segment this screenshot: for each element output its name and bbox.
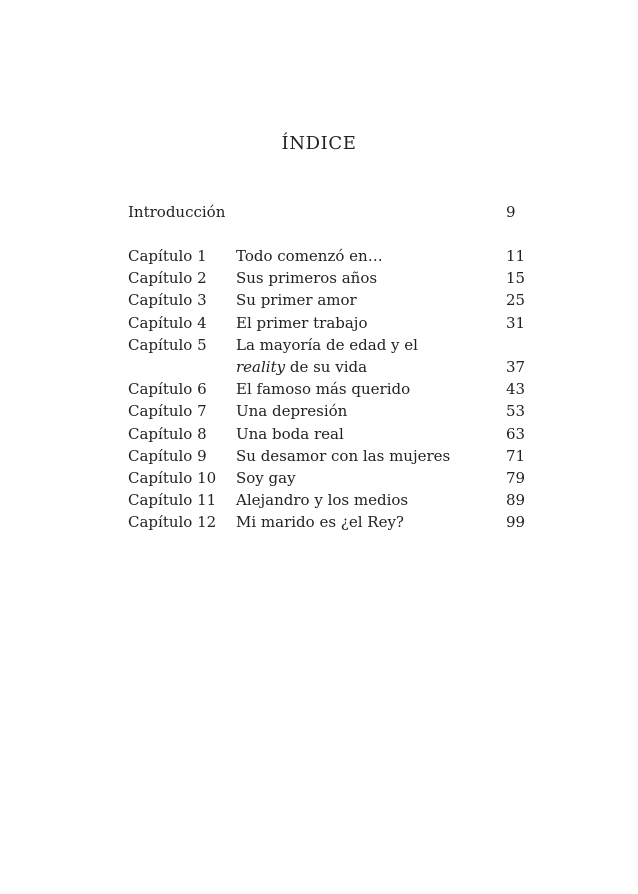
chapter-title: Su primer amor [236, 291, 357, 310]
toc-row [128, 445, 526, 467]
toc-row [128, 489, 526, 511]
chapter-page: 37 [506, 357, 526, 376]
chapter-page: 99 [506, 513, 526, 532]
toc-row [128, 467, 526, 489]
toc-row [128, 378, 526, 400]
toc-row [128, 312, 526, 334]
chapter-page: 15 [506, 269, 526, 288]
chapter-number: Capítulo 11 [128, 491, 217, 510]
page-title: ÍNDICE [281, 133, 357, 154]
chapter-page: 11 [506, 247, 526, 265]
introduction-page: 9 [506, 203, 516, 221]
chapter-title: Soy gay [236, 468, 296, 487]
chapter-number: Capítulo 7 [128, 402, 207, 421]
chapter-number: Capítulo 10 [128, 468, 217, 487]
chapter-title [236, 334, 418, 378]
chapter-number: Capítulo 2 [128, 269, 207, 288]
chapter-title: Su desamor con las mujeres [236, 446, 451, 465]
chapter-number: Capítulo 1 [128, 247, 207, 265]
chapter-title: Mi marido es ¿el Rey? [236, 513, 404, 532]
chapter-title: Sus primeros años [236, 269, 378, 288]
chapter-page: 31 [506, 313, 526, 332]
chapter-title-line2 [236, 356, 418, 378]
chapter-number: Capítulo 4 [128, 313, 207, 332]
chapter-title: Una depresión [236, 402, 348, 421]
chapter-number: Capítulo 3 [128, 291, 207, 310]
chapter-page: 71 [506, 446, 526, 465]
toc-row [128, 511, 526, 533]
chapter-number: Capítulo 12 [128, 513, 217, 532]
chapter-title: Una boda real [236, 424, 344, 443]
chapter-page: 63 [506, 424, 526, 443]
chapter-title: El famoso más querido [236, 380, 411, 399]
chapter-number: Capítulo 9 [128, 446, 207, 465]
chapter-title-line2-rest: de su vida [285, 357, 368, 376]
chapter-title: El primer trabajo [236, 313, 368, 332]
chapter-page: 89 [506, 491, 526, 510]
toc-row [128, 289, 526, 311]
chapter-number: Capítulo 8 [128, 424, 207, 443]
toc-row [128, 423, 526, 445]
introduction-label: Introducción [128, 203, 226, 221]
chapter-page: 79 [506, 468, 526, 487]
toc-row [128, 267, 526, 289]
chapter-title: Alejandro y los medios [236, 491, 409, 510]
chapter-page: 43 [506, 380, 526, 399]
toc-row [128, 245, 526, 267]
chapter-number: Capítulo 6 [128, 380, 207, 399]
chapter-title-line1: La mayoría de edad y el [236, 335, 418, 354]
chapter-title-italic-word: reality [236, 357, 286, 376]
toc-introduction-row [128, 203, 523, 225]
chapter-page: 25 [506, 291, 526, 310]
chapter-title: Todo comenzó en… [236, 247, 383, 265]
toc-row [128, 400, 526, 422]
chapter-number: Capítulo 5 [128, 335, 207, 354]
toc-chapter-list [128, 245, 526, 533]
toc-row [128, 334, 526, 378]
chapter-page: 53 [506, 402, 526, 421]
